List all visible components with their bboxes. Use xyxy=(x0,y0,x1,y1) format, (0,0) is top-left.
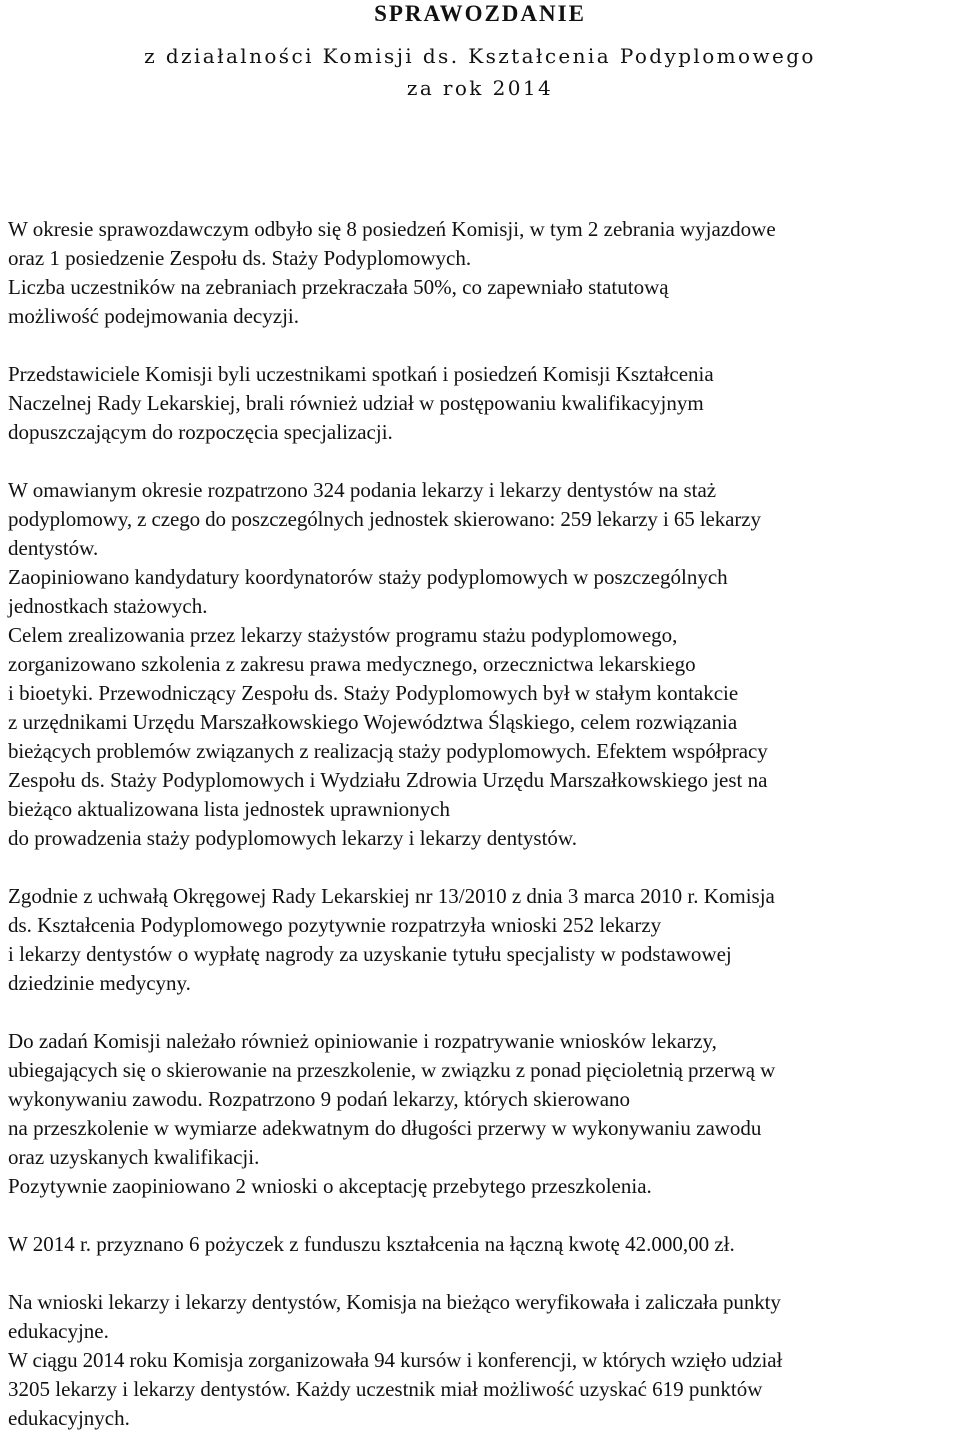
paragraph-internships xyxy=(8,476,956,853)
text-line: dziedzinie medycyny. xyxy=(8,971,191,995)
text-line: Zespołu ds. Staży Podyplomowych i Wydziału Zdrowia Urzędu Marszałkowskiego jest na xyxy=(8,768,768,792)
text-line: wykonywaniu zawodu. Rozpatrzono 9 podań lekarzy, których skierowano xyxy=(8,1087,631,1111)
text-line: W okresie sprawozdawczym odbyło się 8 posiedzeń Komisji, w tym 2 zebrania wyjazdowe xyxy=(8,217,776,241)
paragraph-education-points xyxy=(8,1288,956,1433)
text-line: możliwość podejmowania decyzji. xyxy=(8,304,299,328)
report-body xyxy=(8,215,956,1433)
text-line: Na wnioski lekarzy i lekarzy dentystów, Komisja na bieżąco weryfikowała i zaliczała punkty xyxy=(8,1290,781,1314)
text-line: do prowadzenia staży podyplomowych lekarzy i lekarzy dentystów. xyxy=(8,826,577,850)
text-line: bieżących problemów związanych z realizacją staży podyplomowych. Efektem współpracy xyxy=(8,739,768,763)
text-line: W 2014 r. przyznano 6 pożyczek z funduszu kształcenia na łączną kwotę 42.000,00 zł. xyxy=(8,1232,735,1256)
paragraph-representatives xyxy=(8,360,956,447)
text-line: Pozytywnie zaopiniowano 2 wnioski o akceptację przebytego przeszkolenia. xyxy=(8,1174,652,1198)
text-line: i bioetyki. Przewodniczący Zespołu ds. Staży Podyplomowych był w stałym kontakcie xyxy=(8,681,739,705)
text-line: edukacyjne. xyxy=(8,1319,109,1343)
text-line: oraz uzyskanych kwalifikacji. xyxy=(8,1145,260,1169)
text-line: Do zadań Komisji należało również opiniowanie i rozpatrywanie wniosków lekarzy, xyxy=(8,1029,717,1053)
document-title: SPRAWOZDANIE xyxy=(374,1,586,26)
document-subtitle xyxy=(0,40,960,104)
text-line: W ciągu 2014 roku Komisja zorganizowała 94 kursów i konferencji, w których wzięło udział xyxy=(8,1348,783,1372)
paragraph-retraining xyxy=(8,1027,956,1201)
paragraph-spacer xyxy=(8,447,956,476)
text-line: na przeszkolenie w wymiarze adekwatnym do długości przerwy w wykonywaniu zawodu xyxy=(8,1116,762,1140)
text-line: Naczelnej Rady Lekarskiej, brali również udział w postępowaniu kwalifikacyjnym xyxy=(8,391,704,415)
text-line: zorganizowano szkolenia z zakresu prawa medycznego, orzecznictwa lekarskiego xyxy=(8,652,696,676)
text-line: Przedstawiciele Komisji byli uczestnikami spotkań i posiedzeń Komisji Kształcenia xyxy=(8,362,714,386)
paragraph-specialist-awards xyxy=(8,882,956,998)
text-line: oraz 1 posiedzenie Zespołu ds. Staży Podyplomowych. xyxy=(8,246,472,270)
text-line: jednostkach stażowych. xyxy=(8,594,208,618)
paragraph-spacer xyxy=(8,998,956,1027)
text-line: dopuszczającym do rozpoczęcia specjalizacji. xyxy=(8,420,393,444)
text-line: i lekarzy dentystów o wypłatę nagrody za uzyskanie tytułu specjalisty w podstawowej xyxy=(8,942,732,966)
text-line: Liczba uczestników na zebraniach przekraczała 50%, co zapewniało statutową xyxy=(8,275,669,299)
text-line: ds. Kształcenia Podyplomowego pozytywnie rozpatrzyła wnioski 252 lekarzy xyxy=(8,913,662,937)
text-line: edukacyjnych. xyxy=(8,1406,130,1430)
paragraph-spacer xyxy=(8,853,956,882)
text-line: ubiegających się o skierowanie na przeszkolenie, w związku z ponad pięcioletnią przerwą w xyxy=(8,1058,776,1082)
text-line: bieżąco aktualizowana lista jednostek uprawnionych xyxy=(8,797,451,821)
paragraph-spacer xyxy=(8,1259,956,1288)
text-line: Celem zrealizowania przez lekarzy stażystów programu stażu podyplomowego, xyxy=(8,623,678,647)
text-line: W omawianym okresie rozpatrzono 324 podania lekarzy i lekarzy dentystów na staż xyxy=(8,478,717,502)
subtitle-line: za rok 2014 xyxy=(406,76,554,100)
paragraph-spacer xyxy=(8,331,956,360)
subtitle-line: z działalności Komisji ds. Kształcenia Podyplomowego xyxy=(144,44,816,68)
text-line: 3205 lekarzy i lekarzy dentystów. Każdy uczestnik miał możliwość uzyskać 619 punktów xyxy=(8,1377,763,1401)
paragraph-loans xyxy=(8,1230,956,1259)
paragraph-meetings xyxy=(8,215,956,331)
text-line: Zaopiniowano kandydatury koordynatorów staży podyplomowych w poszczególnych xyxy=(8,565,728,589)
text-line: Zgodnie z uchwałą Okręgowej Rady Lekarskiej nr 13/2010 z dnia 3 marca 2010 r. Komisja xyxy=(8,884,775,908)
text-line: z urzędnikami Urzędu Marszałkowskiego Województwa Śląskiego, celem rozwiązania xyxy=(8,710,738,734)
paragraph-spacer xyxy=(8,1201,956,1230)
text-line: podyplomowy, z czego do poszczególnych jednostek skierowano: 259 lekarzy i 65 lekarzy xyxy=(8,507,761,531)
text-line: dentystów. xyxy=(8,536,99,560)
